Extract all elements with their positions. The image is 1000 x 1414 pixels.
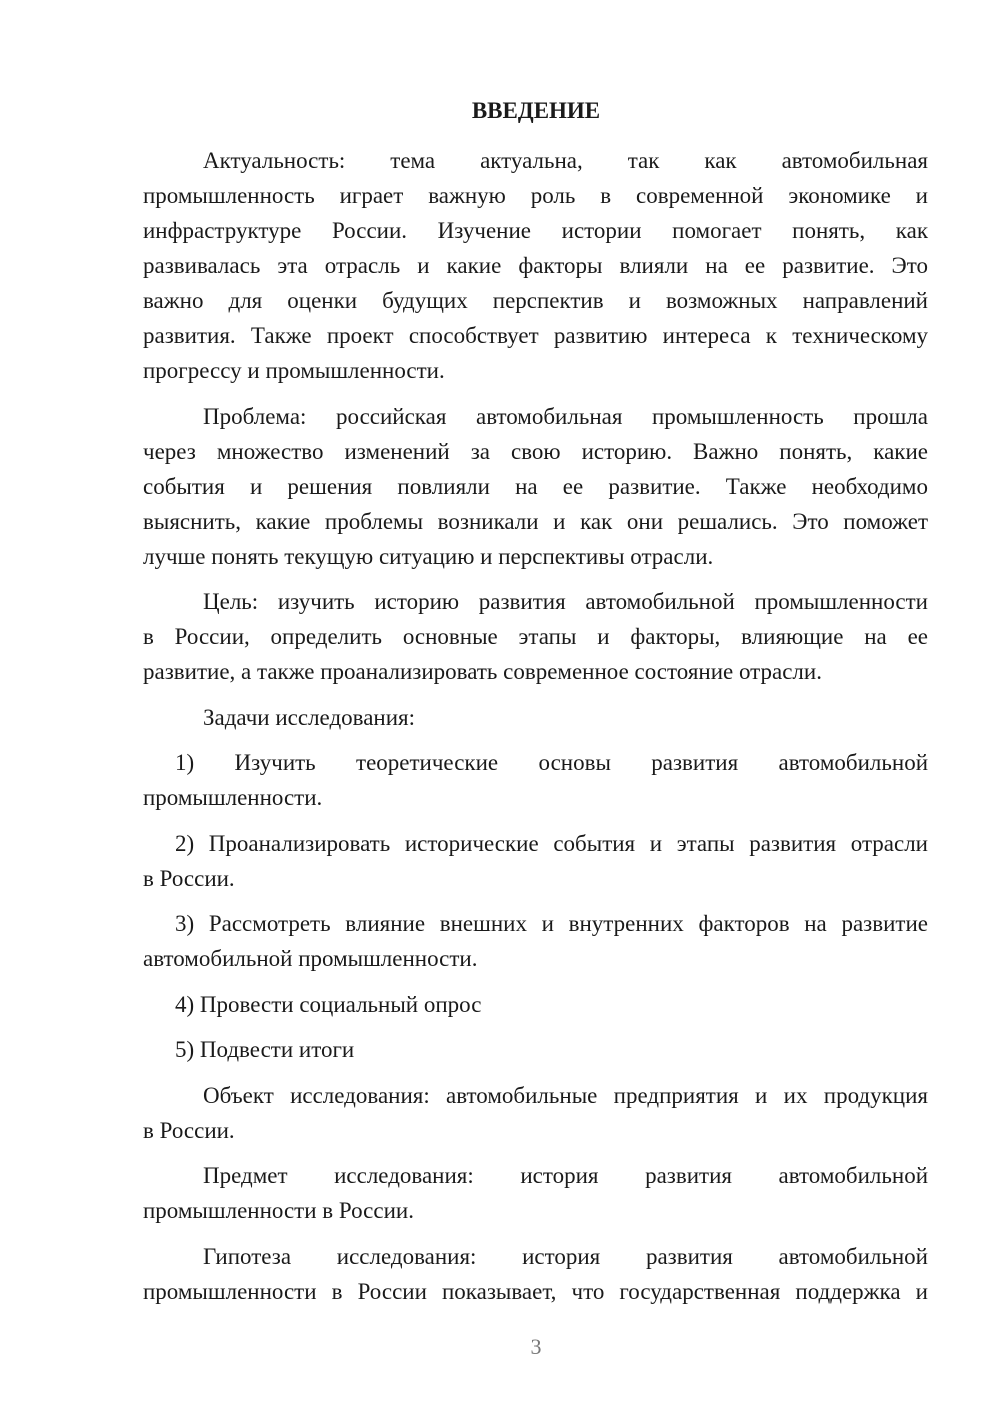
text-line: Актуальность: тема актуальна, так как автомобильная <box>203 148 928 173</box>
paragraph <box>143 1239 928 1309</box>
text-line: инфраструктуре России. Изучение истории помогает понять, как <box>143 218 928 243</box>
paragraph <box>143 1158 928 1228</box>
text-line: Задачи исследования: <box>203 704 416 730</box>
text-line: 5) Подвести итоги <box>175 1037 355 1062</box>
text-line: лучше понять текущую ситуацию и перспективы отрасли. <box>143 543 714 569</box>
text-line: выяснить, какие проблемы возникали и как они решались. Это поможет <box>143 508 928 534</box>
page-number: 3 <box>530 1334 542 1359</box>
text-line: Проблема: российская автомобильная промышленность прошла <box>203 403 928 429</box>
text-line: события и решения повлияли на ее развитие. Также необходимо <box>143 473 928 499</box>
text-line: промышленности в России показывает, что государственная поддержка и <box>143 1278 928 1304</box>
list-item <box>143 987 928 1022</box>
list-item <box>143 906 928 976</box>
text-line: Гипотеза исследования: история развития автомобильной <box>203 1243 928 1269</box>
text-line: промышленность играет важную роль в современной экономике и <box>143 183 928 208</box>
text-line: промышленности. <box>143 785 323 810</box>
text-line: 3) Рассмотреть влияние внешних и внутренних факторов на развитие <box>175 911 928 936</box>
text-line: Предмет исследования: история развития автомобильной <box>203 1163 928 1188</box>
text-line: 1) Изучить теоретические основы развития автомобильной <box>175 750 928 775</box>
text-line: развитие, а также проанализировать современное состояние отрасли. <box>143 659 822 684</box>
paragraph <box>143 700 928 735</box>
text-line: через множество изменений за свою историю. Важно понять, какие <box>143 438 928 464</box>
text-line: в России. <box>143 1117 235 1143</box>
paragraph <box>143 1078 928 1148</box>
list-item <box>143 826 928 896</box>
paragraph <box>143 143 928 388</box>
list-item <box>143 1032 928 1067</box>
paragraph <box>143 399 928 574</box>
text-line: прогрессу и промышленности. <box>143 358 445 383</box>
text-line: в России, определить основные этапы и факторы, влияющие на ее <box>143 624 928 649</box>
text-line: развивалась эта отрасль и какие факторы влияли на ее развитие. Это <box>143 253 928 278</box>
text-line: Цель: изучить историю развития автомобильной промышленности <box>203 589 928 614</box>
text-line: Объект исследования: автомобильные предприятия и их продукция <box>203 1082 928 1108</box>
text-line: развития. Также проект способствует развитию интереса к техническому <box>143 323 928 348</box>
text-line: в России. <box>143 865 235 891</box>
text-line: промышленности в России. <box>143 1198 414 1223</box>
paragraph <box>143 584 928 689</box>
list-item <box>143 745 928 815</box>
text-line: важно для оценки будущих перспектив и возможных направлений <box>143 288 928 313</box>
document-body <box>143 143 928 1319</box>
section-title: ВВЕДЕНИЕ <box>471 98 601 123</box>
text-line: автомобильной промышленности. <box>143 946 478 971</box>
text-line: 2) Проанализировать исторические события и этапы развития отрасли <box>175 830 928 856</box>
text-line: 4) Провести социальный опрос <box>175 991 482 1017</box>
